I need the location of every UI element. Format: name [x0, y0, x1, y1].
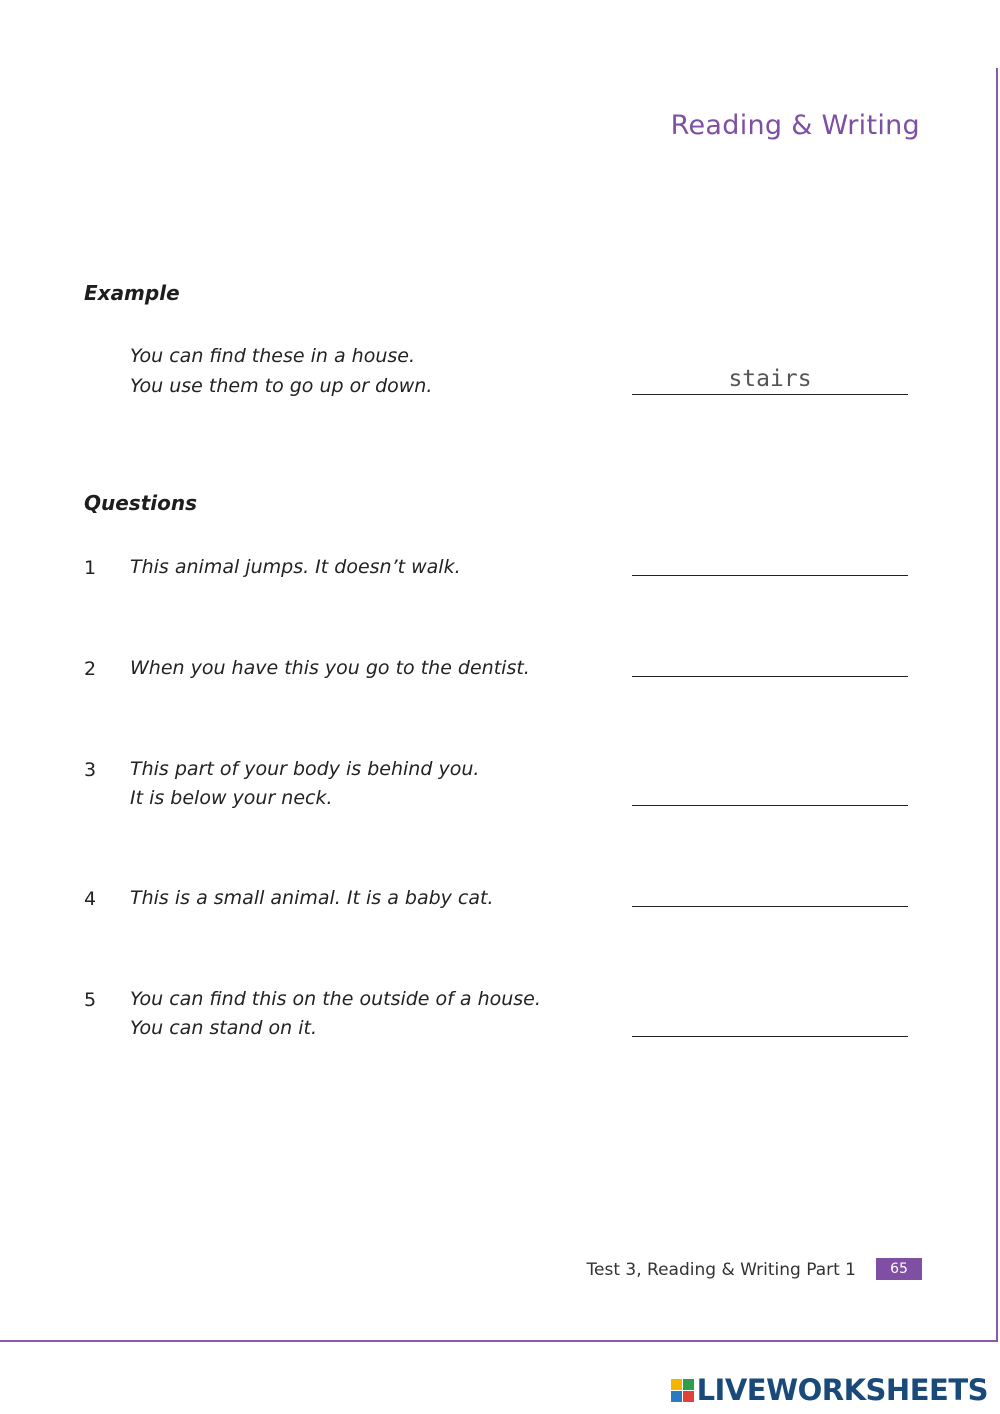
question-5-line-2: You can stand on it.: [130, 1017, 318, 1039]
question-4-number: 4: [84, 888, 97, 910]
page-border-right: [996, 68, 998, 1342]
question-1-line-1: This animal jumps. It doesn’t walk.: [130, 556, 461, 578]
question-3-number: 3: [84, 759, 97, 781]
brand-name: LIVEWORKSHEETS: [696, 1373, 988, 1407]
example-answer: stairs: [728, 366, 812, 392]
question-2-line-1: When you have this you go to the dentist.: [130, 657, 530, 679]
logo-square-3: [671, 1391, 682, 1402]
question-5-line-1: You can find this on the outside of a house.: [130, 988, 541, 1010]
question-1-number: 1: [84, 557, 97, 579]
logo-square-4: [683, 1391, 694, 1402]
question-3-line-2: It is below your neck.: [130, 787, 333, 809]
question-5-answer-input[interactable]: [632, 1004, 908, 1034]
example-line-1: You can find these in a house.: [130, 345, 415, 367]
question-2-number: 2: [84, 658, 97, 680]
question-3-answer-input[interactable]: [632, 773, 908, 803]
page-number: 65: [876, 1258, 922, 1280]
section-title: Reading & Writing: [670, 110, 920, 141]
question-2-answer-input[interactable]: [632, 644, 908, 674]
question-5-answer-line: [632, 1036, 908, 1037]
question-1-answer-line: [632, 575, 908, 576]
question-2-answer-line: [632, 676, 908, 677]
example-line-2: You use them to go up or down.: [130, 375, 433, 397]
question-1-answer-input[interactable]: [632, 543, 908, 573]
example-answer-line: [632, 366, 908, 395]
questions-heading: Questions: [84, 491, 198, 515]
example-heading: Example: [84, 281, 180, 305]
question-4-answer-input[interactable]: [632, 874, 908, 904]
footer-label: Test 3, Reading & Writing Part 1: [586, 1260, 856, 1280]
brand-logo[interactable]: [671, 1372, 988, 1408]
question-4-line-1: This is a small animal. It is a baby cat.: [130, 887, 494, 909]
question-3-line-1: This part of your body is behind you.: [130, 758, 480, 780]
question-5-number: 5: [84, 989, 97, 1011]
logo-square-2: [683, 1379, 694, 1390]
question-3-answer-line: [632, 805, 908, 806]
liveworksheets-logo-icon: [671, 1379, 694, 1402]
page-border-bottom: [0, 1340, 998, 1342]
question-4-answer-line: [632, 906, 908, 907]
logo-square-1: [671, 1379, 682, 1390]
